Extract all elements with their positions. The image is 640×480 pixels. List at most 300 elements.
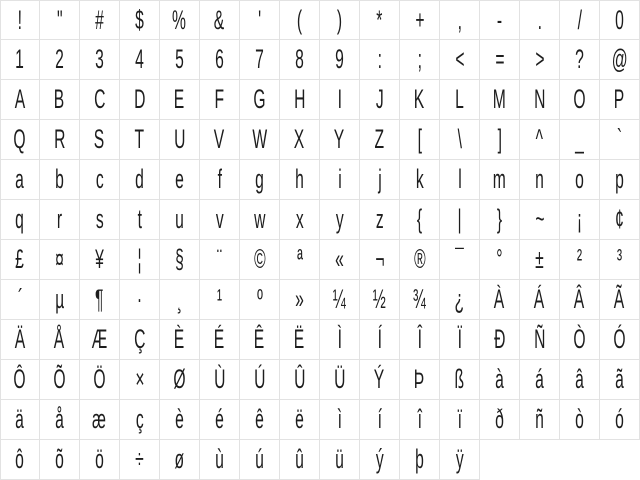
char-glyph: W bbox=[252, 124, 267, 154]
char-cell[interactable] bbox=[40, 240, 80, 280]
char-glyph: £ bbox=[15, 244, 25, 274]
char-glyph: ä bbox=[15, 404, 25, 434]
char-cell[interactable] bbox=[280, 240, 320, 280]
char-cell[interactable] bbox=[0, 360, 40, 400]
char-glyph: o bbox=[575, 164, 584, 194]
charmap-row bbox=[0, 360, 640, 400]
char-cell[interactable] bbox=[440, 280, 480, 320]
char-cell[interactable] bbox=[160, 360, 200, 400]
char-glyph: ¨ bbox=[216, 244, 223, 274]
char-cell[interactable] bbox=[120, 80, 160, 120]
char-cell[interactable] bbox=[360, 40, 400, 80]
char-cell[interactable] bbox=[200, 80, 240, 120]
char-glyph: ÷ bbox=[135, 444, 144, 474]
char-cell[interactable] bbox=[320, 400, 360, 440]
char-glyph: ) bbox=[336, 4, 343, 35]
char-cell[interactable] bbox=[560, 280, 600, 320]
char-cell[interactable] bbox=[600, 160, 640, 200]
char-cell[interactable] bbox=[200, 280, 240, 320]
char-cell[interactable] bbox=[320, 320, 360, 360]
char-cell[interactable] bbox=[600, 280, 640, 320]
char-glyph: + bbox=[414, 4, 425, 35]
char-cell[interactable] bbox=[480, 160, 520, 200]
char-glyph: e bbox=[175, 164, 184, 194]
char-glyph: ³ bbox=[616, 244, 623, 274]
char-cell[interactable] bbox=[280, 200, 320, 240]
char-cell[interactable] bbox=[400, 200, 440, 240]
char-cell[interactable] bbox=[320, 240, 360, 280]
char-glyph: Ü bbox=[333, 364, 346, 394]
char-cell[interactable] bbox=[120, 200, 160, 240]
char-cell[interactable] bbox=[560, 40, 600, 80]
char-glyph: c bbox=[95, 164, 104, 194]
char-cell[interactable] bbox=[480, 320, 520, 360]
charmap-row bbox=[0, 280, 640, 320]
char-cell[interactable] bbox=[0, 200, 40, 240]
char-cell[interactable] bbox=[600, 320, 640, 360]
char-cell[interactable] bbox=[480, 240, 520, 280]
char-cell[interactable] bbox=[360, 0, 400, 40]
char-glyph: k bbox=[415, 164, 424, 194]
char-cell[interactable] bbox=[360, 280, 400, 320]
char-cell[interactable] bbox=[0, 0, 40, 40]
char-cell[interactable] bbox=[0, 120, 40, 160]
char-cell[interactable] bbox=[560, 360, 600, 400]
char-cell[interactable] bbox=[0, 400, 40, 440]
char-cell[interactable] bbox=[320, 0, 360, 40]
char-cell[interactable] bbox=[520, 160, 560, 200]
char-cell[interactable] bbox=[480, 360, 520, 400]
char-glyph: l bbox=[457, 164, 462, 194]
char-cell[interactable] bbox=[440, 360, 480, 400]
char-glyph: ¾ bbox=[412, 284, 427, 314]
char-glyph: [ bbox=[417, 124, 422, 154]
char-cell[interactable] bbox=[0, 240, 40, 280]
char-cell[interactable] bbox=[40, 120, 80, 160]
char-cell[interactable] bbox=[280, 40, 320, 80]
char-cell[interactable] bbox=[320, 440, 360, 480]
char-glyph: H bbox=[293, 84, 306, 114]
char-glyph: T bbox=[134, 124, 145, 154]
char-cell[interactable] bbox=[240, 240, 280, 280]
char-cell[interactable] bbox=[200, 440, 240, 480]
char-cell[interactable] bbox=[160, 40, 200, 80]
char-cell[interactable] bbox=[560, 240, 600, 280]
char-cell[interactable] bbox=[120, 320, 160, 360]
char-cell[interactable] bbox=[0, 280, 40, 320]
char-glyph: È bbox=[174, 324, 185, 354]
char-glyph: ¯ bbox=[455, 244, 464, 274]
char-cell[interactable] bbox=[80, 440, 120, 480]
char-cell[interactable] bbox=[520, 240, 560, 280]
char-glyph: & bbox=[214, 4, 225, 35]
char-cell[interactable] bbox=[200, 360, 240, 400]
char-cell[interactable] bbox=[80, 120, 120, 160]
char-cell[interactable] bbox=[600, 360, 640, 400]
char-cell[interactable] bbox=[200, 160, 240, 200]
char-glyph: Ó bbox=[613, 324, 626, 354]
char-cell[interactable] bbox=[280, 440, 320, 480]
char-cell[interactable] bbox=[360, 200, 400, 240]
char-glyph: Â bbox=[574, 284, 585, 314]
char-cell[interactable] bbox=[240, 160, 280, 200]
char-cell[interactable] bbox=[520, 80, 560, 120]
char-cell[interactable] bbox=[400, 360, 440, 400]
char-cell[interactable] bbox=[440, 440, 480, 480]
char-glyph: R bbox=[53, 124, 66, 154]
char-cell[interactable] bbox=[520, 280, 560, 320]
char-glyph: Ý bbox=[374, 364, 385, 394]
char-cell[interactable] bbox=[400, 80, 440, 120]
char-cell[interactable] bbox=[40, 40, 80, 80]
char-cell[interactable] bbox=[360, 120, 400, 160]
char-cell[interactable] bbox=[480, 200, 520, 240]
char-glyph: å bbox=[55, 404, 64, 434]
char-glyph: x bbox=[295, 204, 304, 234]
char-cell[interactable] bbox=[440, 400, 480, 440]
char-cell[interactable] bbox=[440, 240, 480, 280]
char-cell[interactable] bbox=[360, 80, 400, 120]
char-cell[interactable] bbox=[120, 120, 160, 160]
char-cell[interactable] bbox=[200, 400, 240, 440]
char-cell[interactable] bbox=[320, 80, 360, 120]
char-cell[interactable] bbox=[240, 120, 280, 160]
char-glyph: Ñ bbox=[533, 324, 546, 354]
char-cell[interactable] bbox=[80, 360, 120, 400]
char-cell[interactable] bbox=[320, 40, 360, 80]
char-cell[interactable] bbox=[80, 40, 120, 80]
char-glyph: ô bbox=[15, 444, 25, 474]
char-glyph: ½ bbox=[372, 284, 387, 314]
char-cell[interactable] bbox=[200, 320, 240, 360]
char-cell[interactable] bbox=[80, 280, 120, 320]
char-cell[interactable] bbox=[40, 360, 80, 400]
char-cell[interactable] bbox=[320, 280, 360, 320]
char-cell[interactable] bbox=[120, 280, 160, 320]
char-cell[interactable] bbox=[40, 80, 80, 120]
char-cell[interactable] bbox=[400, 280, 440, 320]
char-cell[interactable] bbox=[80, 200, 120, 240]
char-cell[interactable] bbox=[120, 240, 160, 280]
char-cell[interactable] bbox=[400, 120, 440, 160]
char-glyph: d bbox=[135, 164, 144, 194]
char-glyph: í bbox=[377, 404, 382, 434]
char-cell[interactable] bbox=[320, 120, 360, 160]
char-cell[interactable] bbox=[280, 360, 320, 400]
char-cell[interactable] bbox=[160, 240, 200, 280]
char-glyph: ù bbox=[215, 444, 224, 474]
char-cell[interactable] bbox=[480, 120, 520, 160]
char-cell[interactable] bbox=[80, 0, 120, 40]
char-glyph: r bbox=[56, 204, 63, 234]
char-cell[interactable] bbox=[240, 80, 280, 120]
char-cell[interactable] bbox=[360, 360, 400, 400]
char-cell[interactable] bbox=[0, 320, 40, 360]
char-cell[interactable] bbox=[320, 200, 360, 240]
char-cell[interactable] bbox=[320, 360, 360, 400]
char-glyph: ¿ bbox=[454, 284, 465, 314]
char-glyph: 8 bbox=[295, 44, 304, 74]
char-glyph: · bbox=[136, 284, 143, 314]
char-glyph: K bbox=[414, 84, 425, 114]
char-glyph: ( bbox=[296, 4, 303, 35]
char-cell[interactable] bbox=[40, 440, 80, 480]
char-cell[interactable] bbox=[40, 0, 80, 40]
char-cell[interactable] bbox=[80, 160, 120, 200]
char-glyph: / bbox=[577, 4, 582, 35]
char-cell[interactable] bbox=[400, 240, 440, 280]
char-cell[interactable] bbox=[240, 360, 280, 400]
char-cell[interactable] bbox=[480, 400, 520, 440]
char-cell[interactable] bbox=[600, 40, 640, 80]
char-glyph: ° bbox=[496, 244, 503, 274]
char-cell[interactable] bbox=[560, 400, 600, 440]
char-glyph: I bbox=[337, 84, 342, 114]
char-glyph: V bbox=[214, 124, 225, 154]
char-glyph: ß bbox=[454, 364, 465, 394]
char-cell[interactable] bbox=[440, 320, 480, 360]
char-cell[interactable] bbox=[160, 320, 200, 360]
char-glyph: . bbox=[537, 4, 542, 35]
char-cell[interactable] bbox=[440, 200, 480, 240]
char-glyph: ï bbox=[457, 404, 462, 434]
char-cell[interactable] bbox=[440, 40, 480, 80]
char-glyph: ÿ bbox=[455, 444, 464, 474]
char-cell[interactable] bbox=[400, 400, 440, 440]
char-glyph: ~ bbox=[534, 204, 545, 234]
char-glyph: À bbox=[494, 284, 505, 314]
char-cell[interactable] bbox=[200, 0, 240, 40]
char-glyph: t bbox=[137, 204, 142, 234]
char-glyph: z bbox=[375, 204, 384, 234]
char-cell[interactable] bbox=[600, 240, 640, 280]
char-glyph: w bbox=[253, 204, 266, 234]
char-cell[interactable] bbox=[120, 0, 160, 40]
char-cell[interactable] bbox=[240, 0, 280, 40]
char-glyph: - bbox=[496, 4, 503, 35]
char-glyph: Í bbox=[377, 324, 382, 354]
char-glyph: Ò bbox=[573, 324, 586, 354]
char-cell[interactable] bbox=[440, 120, 480, 160]
char-cell[interactable] bbox=[280, 400, 320, 440]
char-cell[interactable] bbox=[560, 120, 600, 160]
char-cell[interactable] bbox=[160, 80, 200, 120]
char-glyph: B bbox=[54, 84, 65, 114]
char-glyph: ê bbox=[255, 404, 264, 434]
char-cell[interactable] bbox=[160, 400, 200, 440]
char-cell[interactable] bbox=[0, 160, 40, 200]
char-cell[interactable] bbox=[120, 360, 160, 400]
char-glyph: , bbox=[457, 4, 462, 35]
char-cell[interactable] bbox=[280, 320, 320, 360]
char-glyph: Ð bbox=[493, 324, 506, 354]
char-cell[interactable] bbox=[360, 440, 400, 480]
char-glyph: Q bbox=[13, 124, 27, 154]
char-cell[interactable] bbox=[400, 320, 440, 360]
char-glyph: ] bbox=[497, 124, 502, 154]
char-cell[interactable] bbox=[80, 80, 120, 120]
char-cell[interactable] bbox=[600, 80, 640, 120]
char-cell[interactable] bbox=[600, 200, 640, 240]
char-cell[interactable] bbox=[80, 320, 120, 360]
char-cell[interactable] bbox=[160, 160, 200, 200]
char-glyph: p bbox=[615, 164, 624, 194]
char-cell[interactable] bbox=[200, 200, 240, 240]
char-cell[interactable] bbox=[200, 120, 240, 160]
char-glyph: 7 bbox=[255, 44, 264, 74]
char-cell[interactable] bbox=[120, 440, 160, 480]
char-cell[interactable] bbox=[520, 120, 560, 160]
char-glyph: y bbox=[335, 204, 344, 234]
char-cell[interactable] bbox=[200, 40, 240, 80]
char-glyph: n bbox=[535, 164, 544, 194]
char-cell[interactable] bbox=[160, 280, 200, 320]
char-glyph: ² bbox=[576, 244, 583, 274]
char-glyph: Õ bbox=[53, 364, 66, 394]
char-glyph: Z bbox=[374, 124, 385, 154]
char-glyph: à bbox=[495, 364, 504, 394]
char-glyph: â bbox=[575, 364, 584, 394]
char-cell[interactable] bbox=[80, 240, 120, 280]
char-cell[interactable] bbox=[40, 320, 80, 360]
char-glyph: a bbox=[15, 164, 25, 194]
char-cell[interactable] bbox=[600, 120, 640, 160]
char-glyph: : bbox=[377, 44, 382, 74]
char-cell[interactable] bbox=[440, 80, 480, 120]
char-glyph: M bbox=[492, 84, 507, 114]
char-glyph: î bbox=[417, 404, 422, 434]
char-glyph: > bbox=[534, 44, 545, 74]
char-glyph: v bbox=[215, 204, 224, 234]
char-glyph: Ì bbox=[337, 324, 342, 354]
char-cell[interactable] bbox=[480, 0, 520, 40]
charmap-row bbox=[0, 120, 640, 160]
char-glyph: F bbox=[214, 84, 225, 114]
char-cell[interactable] bbox=[360, 400, 400, 440]
char-cell[interactable] bbox=[120, 400, 160, 440]
char-cell[interactable] bbox=[40, 200, 80, 240]
char-cell[interactable] bbox=[560, 160, 600, 200]
char-cell[interactable] bbox=[360, 160, 400, 200]
char-cell[interactable] bbox=[160, 120, 200, 160]
char-cell[interactable] bbox=[280, 0, 320, 40]
char-cell[interactable] bbox=[520, 360, 560, 400]
char-glyph: © bbox=[253, 244, 266, 274]
char-cell[interactable] bbox=[520, 320, 560, 360]
char-glyph: < bbox=[454, 44, 465, 74]
char-glyph: Ç bbox=[133, 324, 146, 354]
char-cell[interactable] bbox=[160, 440, 200, 480]
char-glyph: ¤ bbox=[55, 244, 64, 274]
char-cell[interactable] bbox=[520, 400, 560, 440]
char-cell[interactable] bbox=[400, 440, 440, 480]
char-cell[interactable] bbox=[0, 80, 40, 120]
char-glyph: Ú bbox=[253, 364, 266, 394]
char-glyph: h bbox=[295, 164, 304, 194]
char-cell[interactable] bbox=[400, 160, 440, 200]
char-cell[interactable] bbox=[40, 280, 80, 320]
char-cell[interactable] bbox=[440, 0, 480, 40]
char-cell[interactable] bbox=[0, 40, 40, 80]
charmap-row bbox=[0, 160, 640, 200]
char-cell[interactable] bbox=[560, 0, 600, 40]
char-glyph: 0 bbox=[615, 4, 624, 35]
char-glyph: ª bbox=[296, 244, 303, 274]
char-glyph: 9 bbox=[335, 44, 344, 74]
char-cell[interactable] bbox=[240, 40, 280, 80]
char-cell[interactable] bbox=[160, 200, 200, 240]
charmap-row bbox=[0, 440, 640, 480]
char-cell[interactable] bbox=[240, 400, 280, 440]
char-glyph: Æ bbox=[91, 324, 108, 354]
char-cell[interactable] bbox=[40, 400, 80, 440]
char-glyph: º bbox=[256, 284, 263, 314]
char-glyph: ó bbox=[615, 404, 624, 434]
char-glyph: Þ bbox=[414, 364, 425, 394]
char-cell[interactable] bbox=[240, 200, 280, 240]
char-glyph: Ã bbox=[614, 284, 625, 314]
char-cell[interactable] bbox=[240, 320, 280, 360]
char-cell[interactable] bbox=[600, 400, 640, 440]
char-glyph: } bbox=[496, 204, 503, 234]
char-cell[interactable] bbox=[560, 80, 600, 120]
char-glyph: S bbox=[94, 124, 105, 154]
char-cell[interactable] bbox=[120, 40, 160, 80]
char-cell[interactable] bbox=[600, 0, 640, 40]
char-glyph: § bbox=[175, 244, 184, 274]
char-cell[interactable] bbox=[280, 80, 320, 120]
char-cell[interactable] bbox=[560, 320, 600, 360]
char-cell[interactable] bbox=[360, 240, 400, 280]
char-cell[interactable] bbox=[0, 440, 40, 480]
char-cell[interactable] bbox=[160, 0, 200, 40]
char-cell[interactable] bbox=[360, 320, 400, 360]
char-cell[interactable] bbox=[40, 160, 80, 200]
char-cell[interactable] bbox=[440, 160, 480, 200]
char-glyph: ü bbox=[335, 444, 344, 474]
char-glyph: i bbox=[337, 164, 342, 194]
char-cell[interactable] bbox=[480, 80, 520, 120]
char-cell[interactable] bbox=[400, 0, 440, 40]
char-cell[interactable] bbox=[400, 40, 440, 80]
char-cell[interactable] bbox=[520, 0, 560, 40]
char-glyph: ð bbox=[495, 404, 504, 434]
char-cell[interactable] bbox=[280, 280, 320, 320]
char-glyph: $ bbox=[135, 4, 144, 35]
char-glyph: 4 bbox=[135, 44, 144, 74]
char-cell[interactable] bbox=[280, 160, 320, 200]
char-cell[interactable] bbox=[80, 400, 120, 440]
char-cell[interactable] bbox=[480, 280, 520, 320]
char-cell[interactable] bbox=[120, 160, 160, 200]
charmap-row bbox=[0, 200, 640, 240]
char-glyph: G bbox=[253, 84, 266, 114]
char-glyph: Ê bbox=[254, 324, 265, 354]
char-cell[interactable] bbox=[240, 440, 280, 480]
char-glyph: 5 bbox=[175, 44, 184, 74]
char-glyph: \ bbox=[457, 124, 462, 154]
char-cell[interactable] bbox=[560, 200, 600, 240]
char-cell[interactable] bbox=[520, 40, 560, 80]
char-cell[interactable] bbox=[520, 200, 560, 240]
char-glyph: Y bbox=[334, 124, 345, 154]
char-cell[interactable] bbox=[480, 40, 520, 80]
char-cell[interactable] bbox=[280, 120, 320, 160]
char-cell[interactable] bbox=[240, 280, 280, 320]
char-cell[interactable] bbox=[200, 240, 240, 280]
char-glyph: = bbox=[494, 44, 505, 74]
char-cell[interactable] bbox=[320, 160, 360, 200]
